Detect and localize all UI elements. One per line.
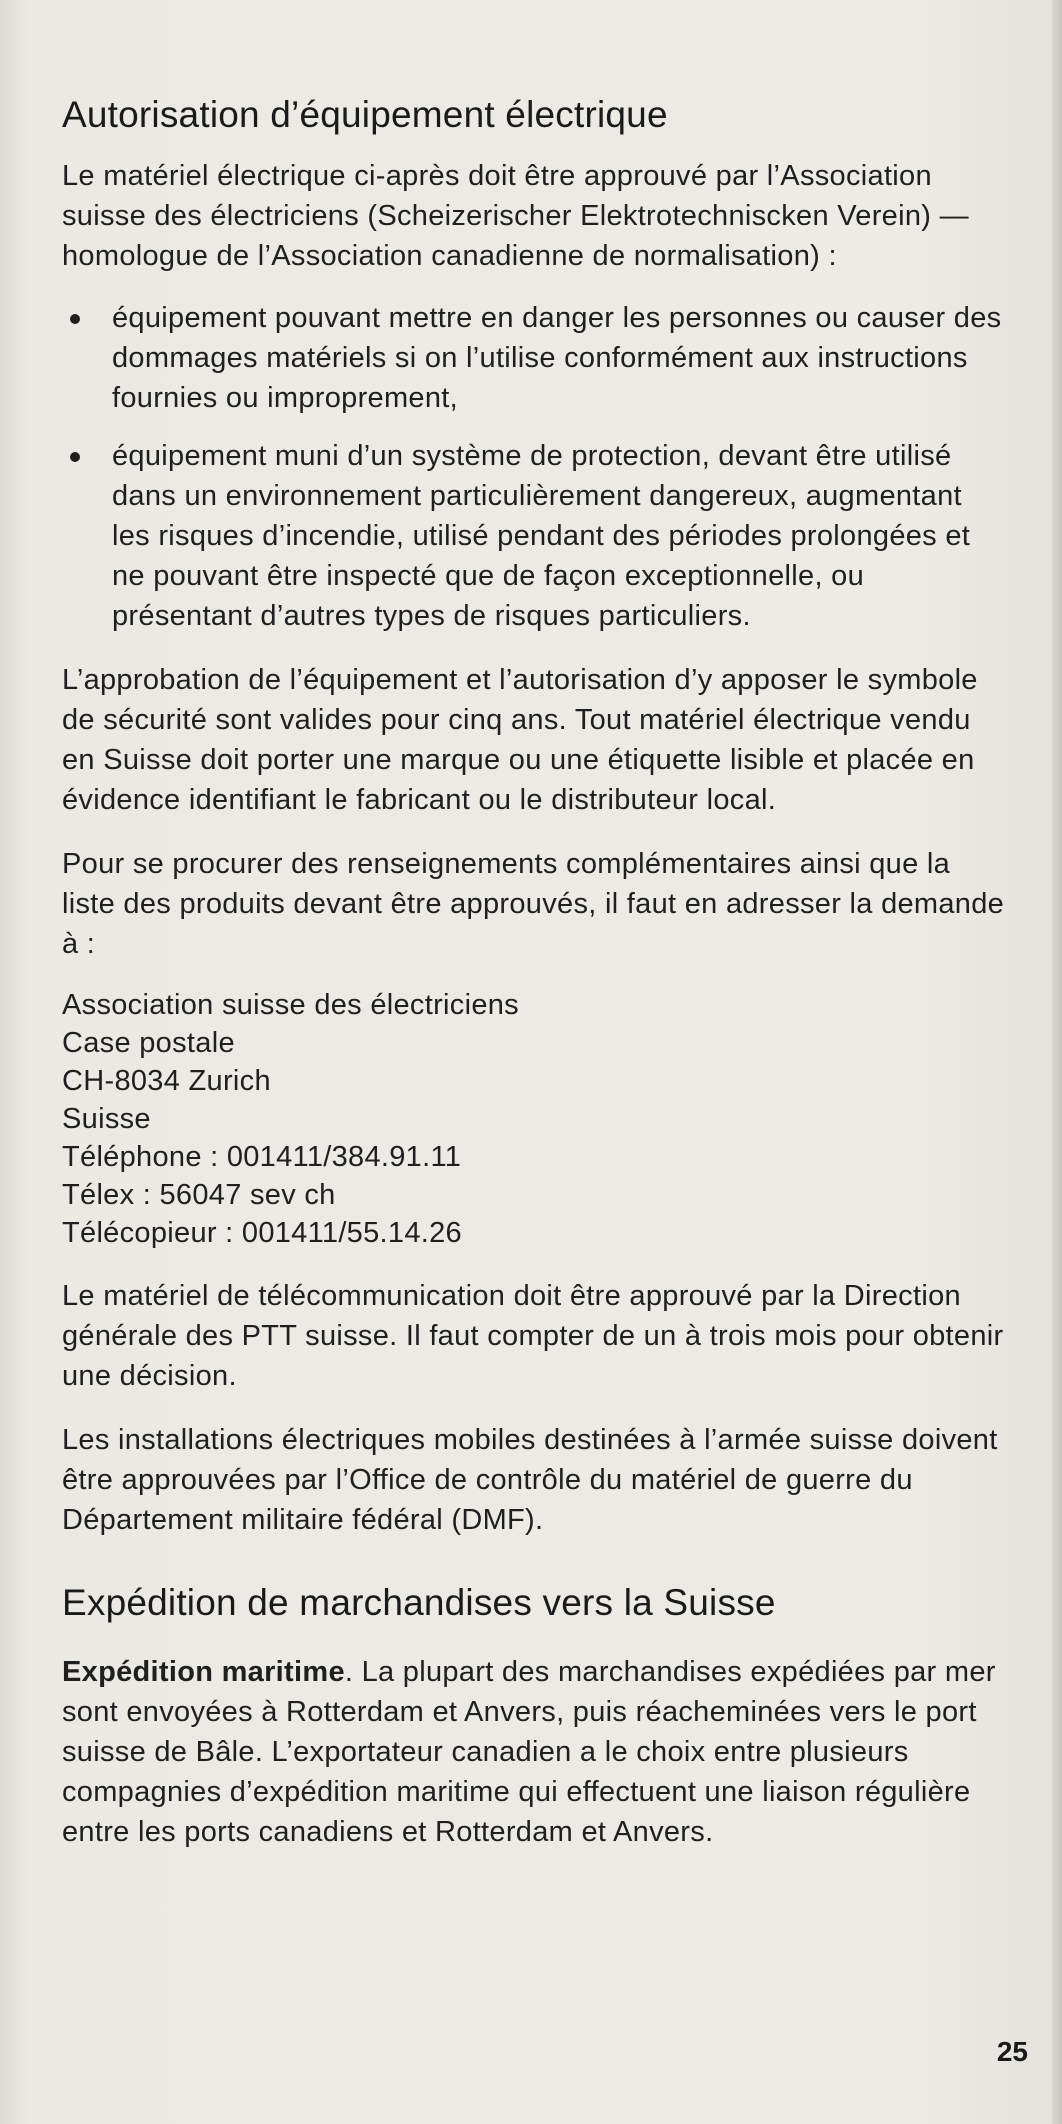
telecom-paragraph: Le matériel de télécommunication doit être approuvé par la Direction générale des PTT suisse. Il faut compter de un à trois mois pour obtenir une décision.	[62, 1280, 1004, 1392]
address-city: CH-8034 Zurich	[62, 1065, 271, 1097]
address-fax: Télécopieur : 001411/55.14.26	[62, 1217, 462, 1249]
address-po-box: Case postale	[62, 1027, 235, 1059]
address-phone: Téléphone : 001411/384.91.11	[62, 1141, 462, 1173]
bullet-dot-icon	[70, 314, 80, 324]
address-telex: Télex : 56047 sev ch	[62, 1179, 336, 1211]
shipping-lead-bold: Expédition maritime	[62, 1656, 345, 1688]
shipping-lead-text: . La plupart des marchandises expédiées par mer sont envoyées à Rotterdam et Anvers, puis réacheminées vers le port suisse de Bâle. L’exportateur canadien a le choix entre plusieurs compagnies d’expédition maritime qui effectuent une liaison régulière entre les ports canadiens et Rotterdam et Anvers.	[62, 1656, 996, 1848]
section-heading-electrical-authorization: Autorisation d’équipement électrique	[62, 94, 668, 135]
page-content	[62, 92, 1007, 1852]
address-country: Suisse	[62, 1103, 151, 1135]
bullet-item	[62, 436, 1007, 636]
bullet-text: équipement pouvant mettre en danger les personnes ou causer des dommages matériels si on l’utilise conformément aux instructions fournies ou improprement,	[112, 302, 1002, 414]
bullet-dot-icon	[70, 452, 80, 462]
page-spine-edge	[1052, 0, 1062, 2124]
military-paragraph: Les installations électriques mobiles destinées à l’armée suisse doivent être approuvées par l’Office de contrôle du matériel de guerre du Département militaire fédéral (DMF).	[62, 1424, 998, 1536]
address-organization: Association suisse des électriciens	[62, 989, 519, 1021]
section-heading-shipping: Expédition de marchandises vers la Suisse	[62, 1582, 776, 1623]
intro-paragraph: Le matériel électrique ci-après doit être approuvé par l’Association suisse des électriciens (Scheizerischer Elektrotechniscken Verein) — homologue de l’Association canadienne de normalisation) :	[62, 160, 969, 272]
bullet-list	[62, 298, 1007, 636]
page-number: 25	[996, 2036, 1028, 2067]
info-request-paragraph: Pour se procurer des renseignements complémentaires ainsi que la liste des produits devant être approuvés, il faut en adresser la demande à :	[62, 848, 1005, 960]
approval-paragraph: L’approbation de l’équipement et l’autorisation d’y apposer le symbole de sécurité sont valides pour cinq ans. Tout matériel électrique vendu en Suisse doit porter une marque ou une étiquette lisible et placée en évidence identifiant le fabricant ou le distributeur local.	[62, 664, 978, 816]
bullet-text: équipement muni d’un système de protection, devant être utilisé dans un environnement particulièrement dangereux, augmentant les risques d’incendie, utilisé pendant des périodes prolongées et ne pouvant être inspecté que de façon exceptionnelle, ou présentant d’autres types de risques particuliers.	[112, 440, 971, 632]
address-block	[62, 986, 1007, 1252]
shipping-paragraph	[62, 1652, 1007, 1852]
bullet-item	[62, 298, 1007, 418]
